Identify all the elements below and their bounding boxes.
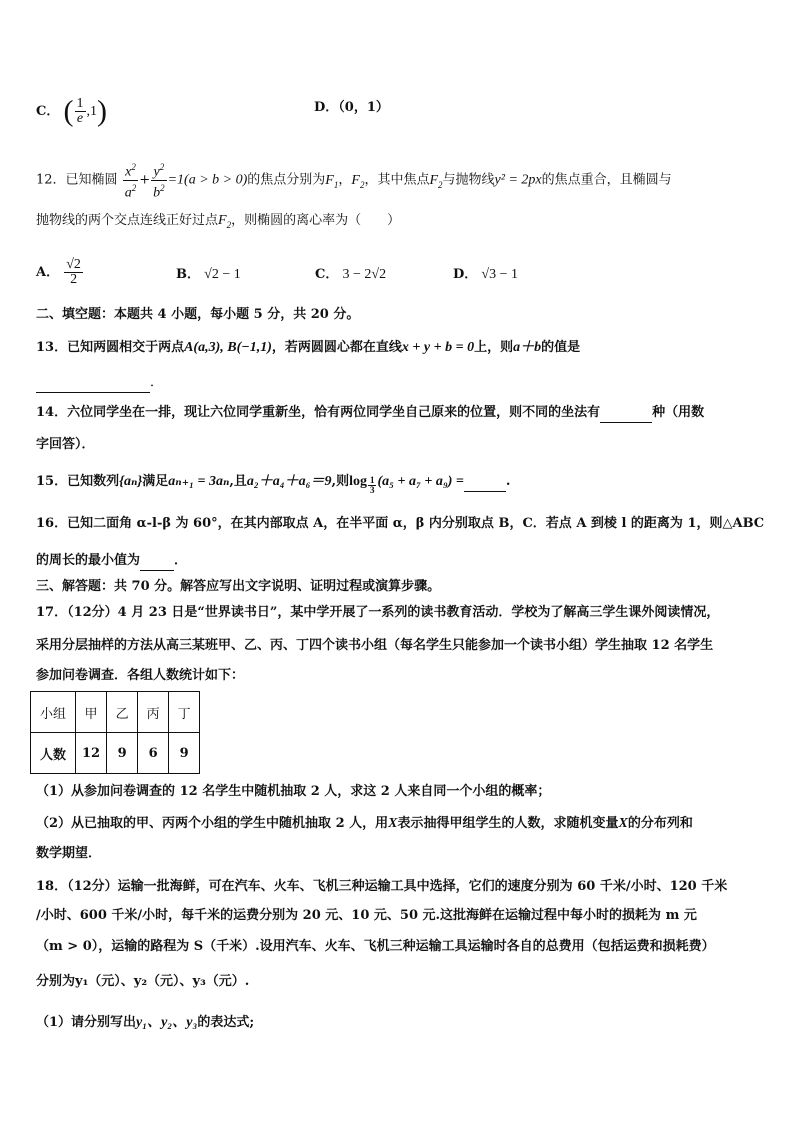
q12-option-c: C． 3 − 2√2 bbox=[315, 267, 387, 282]
group-count-table bbox=[30, 691, 200, 774]
q11-option-c: C． ( $\frac{1}{e}$ ,1) bbox=[36, 94, 107, 128]
question-12-line2: 抛物线的两个交点连线正好过点$F_2$，则椭圆的离心率为（ ） bbox=[36, 213, 401, 230]
question-12-line1: 12．已知椭圆 $\frac{x^2}{a^2}$ + $\frac{y^2}{b^2}$ =1(a > b > 0)的焦点分别为$F_1$，$F_2$，其中焦点$F_2$与抛物线y² = 2px的焦点重合，且椭圆与 bbox=[36, 162, 672, 201]
table-row: 小组 甲 乙 丙 丁 bbox=[31, 692, 200, 733]
question-17-part2: （2）从已抽取的甲、丙两个小组的学生中随机抽取 2 人，用X表示抽得甲组学生的人数，求随机变量X的分布列和 bbox=[36, 816, 693, 831]
question-18-part1: （1）请分别写出y₁、y₂、y₃的表达式; bbox=[36, 1015, 255, 1030]
question-17-line2: 采用分层抽样的方法从高三某班甲、乙、丙、丁四个读书小组（每名学生只能参加一个读书小组）学生抽取 12 名学生 bbox=[36, 638, 714, 653]
fraction-y2-b2: $\frac{y^2}{b^2}$ bbox=[153, 162, 165, 201]
q14-answer-blank[interactable] bbox=[600, 404, 652, 423]
q12-option-b: B． √2 − 1 bbox=[176, 267, 241, 282]
option-label: C． bbox=[36, 104, 60, 119]
question-18-line2: /小时、600 千米/小时，每千米的运费分别为 20 元、10 元、50 元.这批海鲜在运输过程中每小时的损耗为 m 元 bbox=[36, 908, 697, 923]
question-17-line1: 17．（12分）4 月 23 日是“世界读书日”，某中学开展了一系列的读书教育活动．学校为了解高三学生课外阅读情况， bbox=[36, 605, 720, 620]
question-18-line3: （m > 0），运输的路程为 S（千米）.设用汽车、火车、飞机三种运输工具运输时各自的总费用（包括运费和损耗费） bbox=[36, 939, 715, 954]
question-14: 14．六位同学坐在一排，现让六位同学重新坐，恰有两位同学坐自己原来的位置，则不同的坐法有 种（用数 bbox=[36, 404, 704, 423]
question-17-part2-line2: 数学期望． bbox=[36, 846, 102, 861]
fraction-sqrt2-over-2: $\frac{√2}{2}$ bbox=[66, 257, 81, 287]
fraction: $\frac{1}{e}$ bbox=[76, 96, 84, 126]
question-15: 15．已知数列{aₙ}满足aₙ₊₁ = 3aₙ,且a₂＋a₄＋a₆＝9,则log $\frac{1}{3}$ (a₅ + a₇ + a₉) = . bbox=[36, 474, 511, 495]
question-16: 16．已知二面角 α-l-β 为 60°，在其内部取点 A，在半平面 α，β 内分别取点 B，C．若点 A 到棱 l 的距离为 1，则△ABC bbox=[36, 516, 765, 531]
question-12-options: A． $\frac{√2}{2}$ bbox=[36, 257, 81, 287]
fraction-x2-a2: $\frac{x^2}{a^2}$ bbox=[124, 162, 137, 201]
question-18-line4: 分别为y₁（元）、y₂（元）、y₃（元）. bbox=[36, 974, 250, 989]
question-16-line2: 的周长的最小值为 ． bbox=[36, 552, 187, 571]
question-13: 13．已知两圆相交于两点A(a,3), B(−1,1)，若两圆圆心都在直线x + y + b = 0上，则a＋b的值是 bbox=[36, 340, 581, 355]
question-17-line3: 参加问卷调查．各组人数统计如下： bbox=[36, 668, 245, 683]
question-17-part1: （1）从参加问卷调查的 12 名学生中随机抽取 2 人，求这 2 人来自同一个小组的概率； bbox=[36, 784, 551, 799]
log-base: $\frac{1}{3}$ bbox=[369, 475, 375, 495]
q16-answer-blank[interactable] bbox=[140, 552, 174, 571]
question-14-line2: 字回答）． bbox=[36, 437, 95, 452]
table-row: 人数 12 9 6 9 bbox=[31, 733, 200, 774]
q15-answer-blank[interactable] bbox=[464, 473, 506, 492]
question-18-line1: 18．（12分）运输一批海鲜，可在汽车、火车、飞机三种运输工具中选择，它们的速度分别为 60 千米/小时、120 千米 bbox=[36, 879, 728, 894]
q11-option-d: D．（0，1） bbox=[314, 100, 389, 115]
section-heading-fill-in: 二、填空题：本题共 4 小题，每小题 5 分，共 20 分。 bbox=[36, 307, 360, 322]
section-heading-solutions: 三、解答题：共 70 分。解答应写出文字说明、证明过程或演算步骤。 bbox=[36, 579, 441, 594]
q13-answer-blank[interactable]: ． bbox=[36, 374, 163, 393]
q12-option-d: D． √3 − 1 bbox=[453, 267, 519, 282]
